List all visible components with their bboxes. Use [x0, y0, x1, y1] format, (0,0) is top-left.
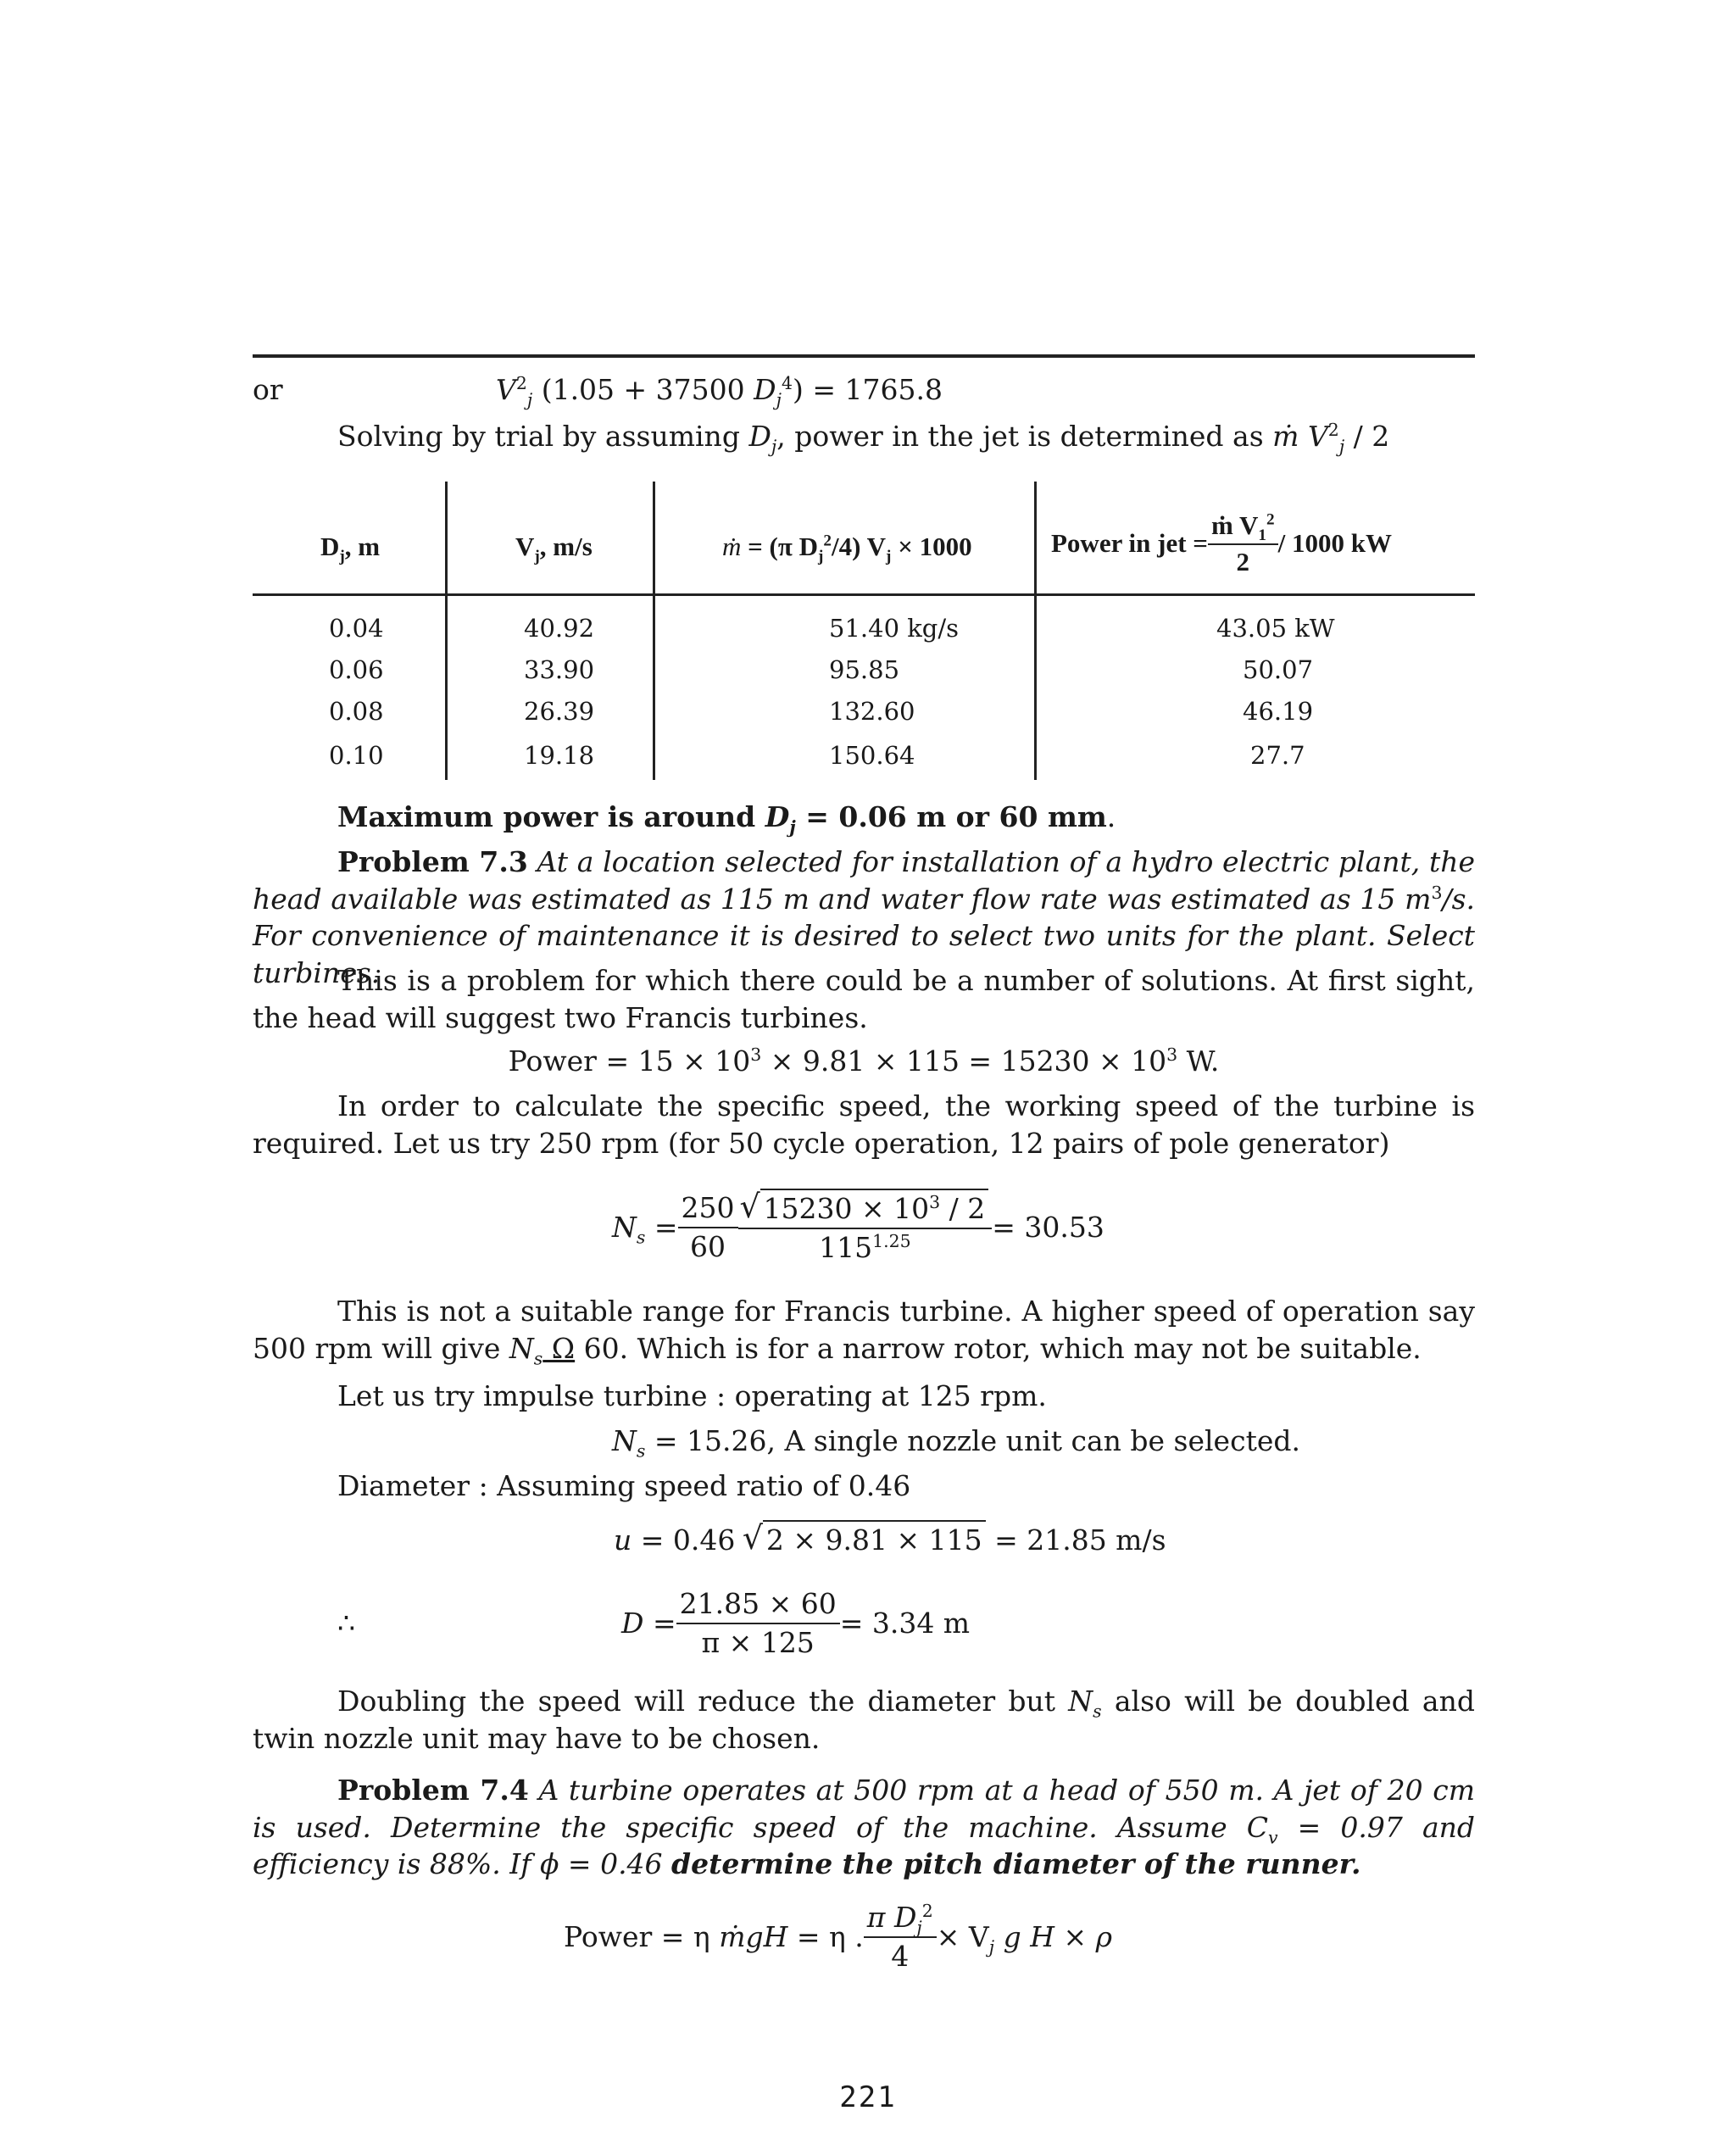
- table-cell: 0.10: [329, 741, 384, 770]
- ns-equation: $N_s$ = $\frac{250}{60}$ √ $\frac{15230 \times 10^3 / 2}{115^{1.25}}$ = 30.53: [612, 1189, 1104, 1266]
- header-power: Power in jet = $\frac{ṁ V_1^2}{2}$ / 1000 kW: [1051, 510, 1392, 576]
- u-equation: u = 0.46 √ 2 × 9.81 × 115 = 21.85 m/s: [614, 1520, 1166, 1559]
- table-cell: 43.05 kW: [1216, 614, 1335, 643]
- table-col-divider: [653, 482, 655, 780]
- header-dj: $D_j$, m: [320, 532, 381, 566]
- table-cell: 50.07: [1243, 655, 1314, 684]
- table-cell: 40.92: [524, 614, 595, 643]
- intro-line: Solving by trial by assuming $D_j$, power in the jet is determined as ṁ $V^2_j / 2$: [337, 420, 1390, 457]
- header-mass-flow: ṁ = (π $D_j^2/4$) $V_j \times 1000$: [722, 532, 972, 566]
- or-label: or: [253, 373, 283, 406]
- table-cell: 95.85: [829, 655, 900, 684]
- ns-result-line: $N_s = 15.26$, A single nozzle unit can be selected.: [612, 1424, 1300, 1462]
- paragraph-francis: This is a problem for which there could be a number of solutions. At first sight, the head will suggest two Francis turbines.: [253, 964, 1475, 1034]
- paragraph-impulse: Let us try impulse turbine : operating at 125 rpm.: [337, 1379, 1047, 1412]
- table-col-divider: [1034, 482, 1037, 780]
- table-cell: 51.40 kg/s: [829, 614, 960, 643]
- paragraph-doubling: Doubling the speed will reduce the diameter but $N_s$ also will be doubled and twin nozzle unit may have to be chosen.: [253, 1685, 1475, 1755]
- table-cell: 0.04: [329, 614, 384, 643]
- power-equation-2: Power = η ṁgH = η . $\frac{\pi D_j^2}{4}$ × $V_j$ g H × ρ: [564, 1901, 1113, 1973]
- therefore-symbol: ∴: [337, 1607, 355, 1640]
- table-header-rule: [253, 593, 1475, 596]
- table-col-divider: [445, 482, 448, 780]
- max-power-line: Maximum power is around $D_j = 0.06$ m or 60 mm.: [337, 800, 1116, 838]
- table-cell: 46.19: [1243, 697, 1314, 726]
- velocity-equation: $V^2_j$ (1.05 + 37500 $D_j^4) = 1765.8$: [496, 373, 943, 410]
- table-cell: 26.39: [524, 697, 595, 726]
- power-equation: Power = $15 \times 10^3 \times 9.81 \times 115 = 15230 \times 10^3$ W.: [508, 1044, 1220, 1078]
- paragraph-not-suitable: This is not a suitable range for Francis turbine. A higher speed of operation say 500 rpm will give $N_s$ Ω 60. Which is for a narrow rotor, which may not be suitable.: [253, 1295, 1475, 1369]
- table-cell: 19.18: [524, 741, 595, 770]
- problem-7-3: Problem 7.3 At a location selected for installation of a hydro electric plant, the head available was estimated as 115 m and water flow rate was estimated as 15 $m^3/s$. For convenience of maintenance it is desired to select two units for the plant. Select turbines.: [253, 845, 1476, 989]
- table-cell: 150.64: [829, 741, 915, 770]
- paragraph-diameter: Diameter : Assuming speed ratio of 0.46: [337, 1469, 911, 1502]
- table-cell: 0.08: [329, 697, 384, 726]
- top-rule: [253, 354, 1475, 358]
- page-number: 221: [839, 2080, 897, 2114]
- diameter-equation: D = $\frac{21.85 \times 60}{\pi \times 125}$ = 3.34 m: [621, 1587, 971, 1659]
- problem-7-4: Problem 7.4 A turbine operates at 500 rpm at a head of 550 m. A jet of 20 cm is used. Determine the specific speed of the machine. Assume $C_v = 0.97$ and efficiency is 88%. If ϕ = 0.46 determine the pitch diameter of the runner.: [253, 1774, 1475, 1881]
- table-cell: 0.06: [329, 655, 384, 684]
- table-cell: 132.60: [829, 697, 915, 726]
- table-cell: 27.7: [1250, 741, 1305, 770]
- table-cell: 33.90: [524, 655, 595, 684]
- header-vj: $V_j$, m/s: [515, 532, 593, 566]
- paragraph-specific-speed: In order to calculate the specific speed, the working speed of the turbine is required. Let us try 250 rpm (for 50 cycle operation, 12 pairs of pole generator): [253, 1089, 1475, 1160]
